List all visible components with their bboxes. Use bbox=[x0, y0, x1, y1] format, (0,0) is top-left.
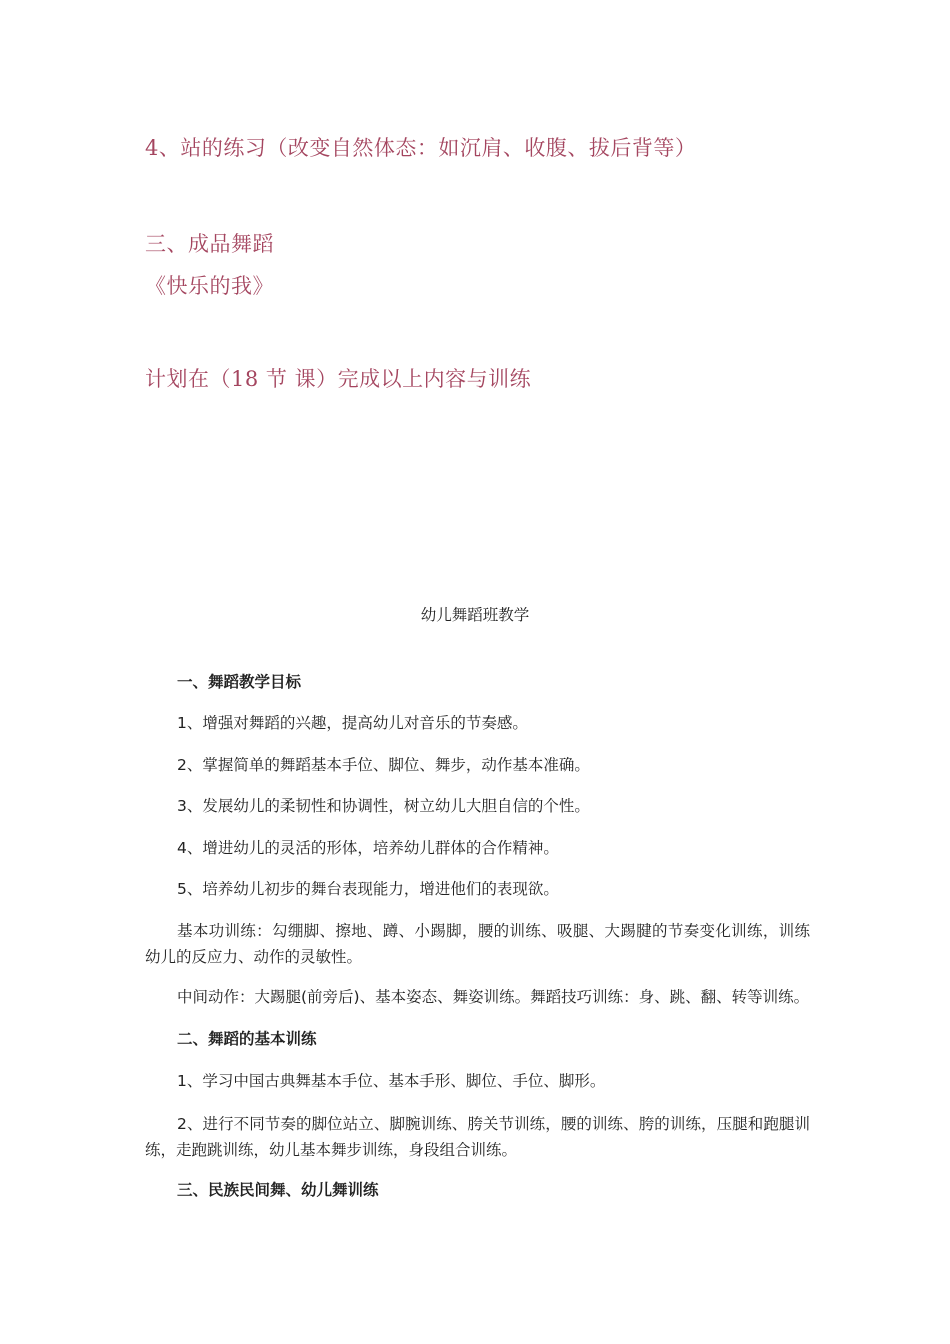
training-item: 1、学习中国古典舞基本手位、基本手形、脚位、手位、脚形。 bbox=[177, 1072, 606, 1090]
section-heading-finished-dance: 三、成品舞蹈 bbox=[145, 232, 274, 256]
goal-item: 2、掌握简单的舞蹈基本手位、脚位、舞步，动作基本准确。 bbox=[177, 756, 590, 774]
lesson-plan-note: 计划在（18 节 课）完成以上内容与训练 bbox=[145, 367, 532, 391]
practice-item-4: 4、站的练习（改变自然体态：如沉肩、收腹、拔后背等） bbox=[145, 136, 697, 160]
basic-skills-paragraph: 基本功训练：勾绷脚、擦地、蹲、小踢脚，腰的训练、吸腿、大踢腱的节奏变化训练，训练幼儿的反应力、动作的灵敏性。 bbox=[145, 922, 810, 966]
dance-title: 《快乐的我》 bbox=[145, 274, 274, 298]
goal-item: 5、培养幼儿初步的舞台表现能力，增进他们的表现欲。 bbox=[177, 880, 559, 898]
goal-item: 1、增强对舞蹈的兴趣，提高幼儿对音乐的节奏感。 bbox=[177, 714, 528, 732]
section-heading-basic-training: 二、舞蹈的基本训练 bbox=[177, 1030, 317, 1048]
middle-moves-paragraph: 中间动作：大踢腿(前旁后)、基本姿态、舞姿训练。舞蹈技巧训练：身、跳、翻、转等训练。 bbox=[177, 988, 810, 1006]
page-title: 幼儿舞蹈班教学 bbox=[420, 606, 530, 624]
goal-item: 4、增进幼儿的灵活的形体，培养幼儿群体的合作精神。 bbox=[177, 839, 559, 857]
section-heading-folk-dance: 三、民族民间舞、幼儿舞训练 bbox=[177, 1181, 379, 1199]
training-item: 2、进行不同节奏的脚位站立、脚腕训练、胯关节训练，腰的训练、胯的训练，压腿和跑腿训练，走跑跳训练，幼儿基本舞步训练，身段组合训练。 bbox=[145, 1115, 810, 1159]
goal-item: 3、发展幼儿的柔韧性和协调性，树立幼儿大胆自信的个性。 bbox=[177, 797, 590, 815]
section-heading-goals: 一、舞蹈教学目标 bbox=[177, 673, 302, 691]
